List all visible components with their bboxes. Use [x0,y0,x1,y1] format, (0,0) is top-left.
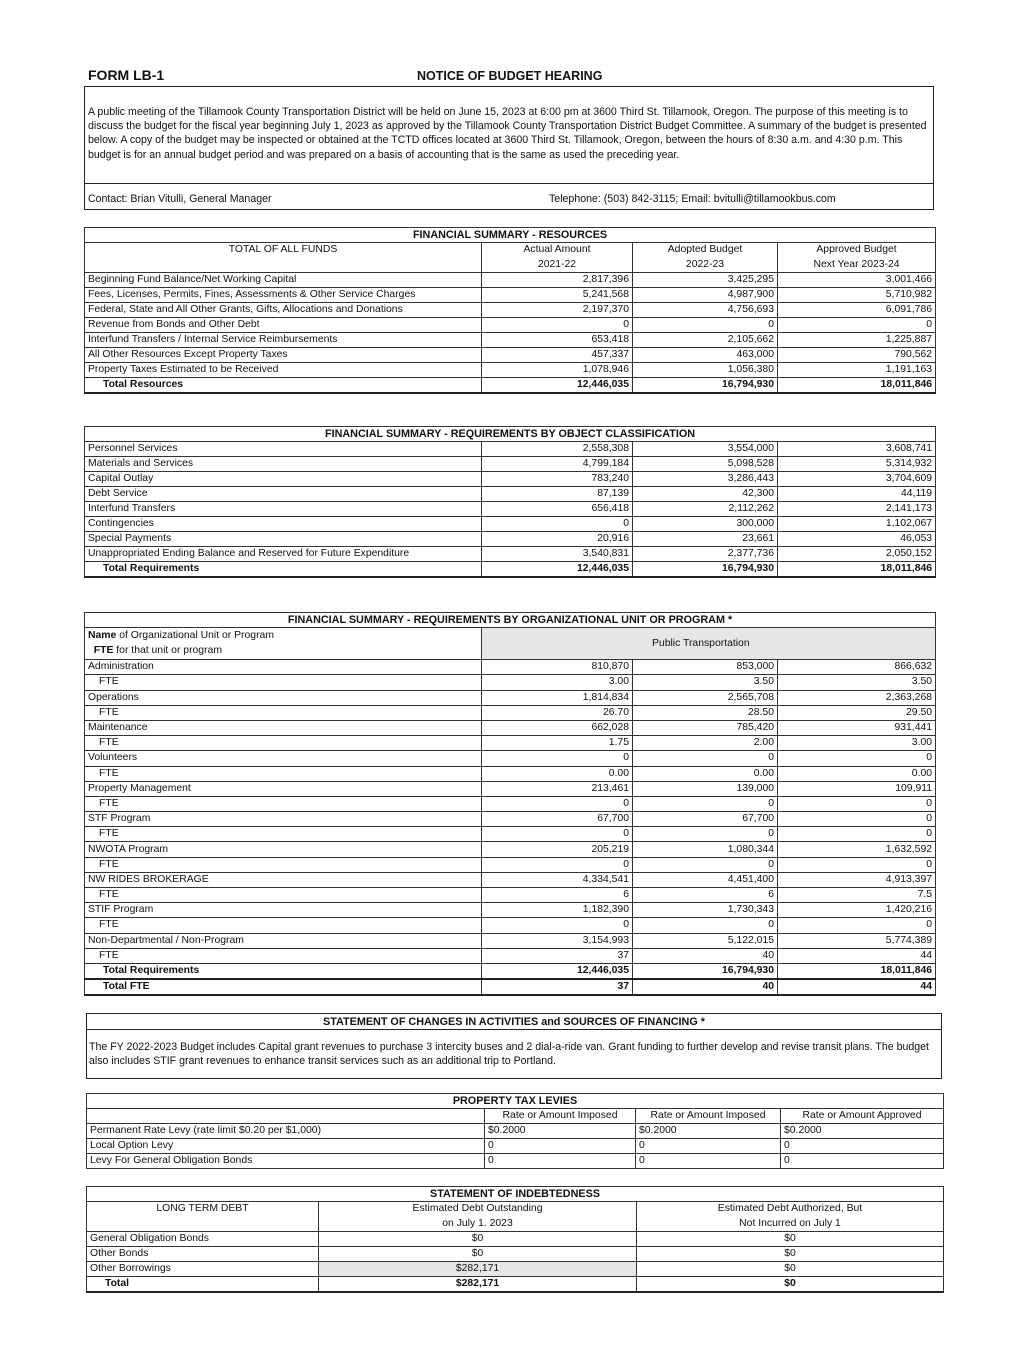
org-cell: 0 [633,796,778,811]
org-cell: 28.50 [633,705,778,720]
object-row-label: Capital Outlay [85,472,482,487]
org-cell: 29.50 [778,705,936,720]
resources-cell: 0 [633,318,778,333]
org-cell: 0 [778,857,936,872]
resources-cell: 1,191,163 [778,363,936,378]
org-cell: 67,700 [482,812,633,827]
org-row-label: Volunteers [85,751,482,766]
org-unit-table [84,612,936,996]
contact-phone-email: Telephone: (503) 842-3115; Email: bvitulli@tillamookbus.com [549,193,836,205]
tax-col1-header: Rate or Amount Imposed [485,1109,636,1124]
org-cell: 7.5 [778,888,936,903]
org-row-label: STF Program [85,812,482,827]
hearing-notice-box [84,86,934,210]
debt-total-row [87,1277,944,1293]
object-cell: 20,916 [482,532,633,547]
org-cell: 1,080,344 [633,842,778,857]
object-cell: 5,098,528 [633,457,778,472]
tax-cell: 0 [636,1154,781,1169]
org-row-label: FTE [85,948,482,963]
resources-row [85,273,936,288]
object-cell: 3,608,741 [778,442,936,457]
org-cell: 26.70 [482,705,633,720]
org-cell: 1,182,390 [482,903,633,918]
org-cell: 5,122,015 [633,933,778,948]
resources-table [84,227,936,394]
org-fte-total-row [85,979,936,995]
form-number: FORM LB-1 [88,67,165,83]
org-cell: 0 [633,918,778,933]
org-cell: 40 [633,948,778,963]
program-header: Public Transportation [482,628,936,660]
org-row [85,675,936,690]
org-cell: 6 [633,888,778,903]
org-cell: 205,219 [482,842,633,857]
org-cell: 0 [482,751,633,766]
resources-total-cell: 18,011,846 [778,378,936,394]
org-row [85,660,936,675]
org-row [85,812,936,827]
object-cell: 300,000 [633,517,778,532]
org-row-label: FTE [85,857,482,872]
org-row-label: NW RIDES BROKERAGE [85,872,482,887]
org-cell: 785,420 [633,720,778,735]
object-row [85,547,936,562]
resources-row-label: Fees, Licenses, Permits, Fines, Assessments & Other Service Charges [85,288,482,303]
org-cell: 0.00 [778,766,936,781]
debt-total-label: Total [87,1277,319,1293]
org-fte-total-cell: 44 [778,979,936,995]
resources-row-label: Federal, State and All Other Grants, Gifts, Allocations and Donations [85,303,482,318]
org-row-label: Non-Departmental / Non-Program [85,933,482,948]
org-total-row [85,963,936,979]
tax-row-label: Levy For General Obligation Bonds [87,1154,485,1169]
object-row-label: Debt Service [85,487,482,502]
tax-col2-header: Rate or Amount Imposed [636,1109,781,1124]
org-cell: 2,565,708 [633,690,778,705]
debt-total-cell: $282,171 [319,1277,637,1293]
tax-cell: 0 [781,1154,944,1169]
org-row-label: FTE [85,888,482,903]
org-cell: 0.00 [633,766,778,781]
org-cell: 109,911 [778,781,936,796]
statement-text: The FY 2022-2023 Budget includes Capital grant revenues to purchase 3 intercity buses and 2 dial-a-ride van. Grant funding to further develop and revise transit plans. The budget also includes STIF grant revenues to enhance transit services such as an additional trip to Portland. [89,1041,929,1067]
resources-cell: 457,337 [482,348,633,363]
col-approved-year: Next Year 2023-24 [778,258,936,273]
object-cell: 44,119 [778,487,936,502]
org-title: FINANCIAL SUMMARY - REQUIREMENTS BY ORGANIZATIONAL UNIT OR PROGRAM * [85,613,936,628]
org-cell: 0 [482,827,633,842]
object-cell: 2,377,736 [633,547,778,562]
object-row-label: Contingencies [85,517,482,532]
org-row [85,888,936,903]
org-cell: 2,363,268 [778,690,936,705]
org-cell: 3.00 [778,736,936,751]
org-cell: 4,451,400 [633,872,778,887]
object-row [85,457,936,472]
org-cell: 1,730,343 [633,903,778,918]
object-cell: 42,300 [633,487,778,502]
tax-cell: $0.2000 [636,1124,781,1139]
resources-row [85,333,936,348]
org-cell: 1.75 [482,736,633,751]
org-cell: 67,700 [633,812,778,827]
object-cell: 1,102,067 [778,517,936,532]
object-row-label: Unappropriated Ending Balance and Reserved for Future Expenditure [85,547,482,562]
org-cell: 3,154,993 [482,933,633,948]
resources-cell: 3,001,466 [778,273,936,288]
col-adopted-header: Adopted Budget [633,243,778,258]
resources-cell: 3,425,295 [633,273,778,288]
object-cell: 3,540,831 [482,547,633,562]
tax-cell: 0 [485,1154,636,1169]
org-cell: 866,632 [778,660,936,675]
org-cell: 6 [482,888,633,903]
notice-text: A public meeting of the Tillamook County Transportation District will be held on June 15, 2023 at 6:00 pm at 3600 Third St. Tillamook, Oregon. The purpose of this meeting is to discuss the budget for the fiscal year beginning July 1, 2023 as approved by the Tillamook County Transportation District Budget Committee. A summary of the budget is presented below. A copy of the budget may be inspected or obtained at the TCTD offices located at 3600 Third St. Tillamook, Oregon, between the hours of 8:30 a.m. and 4:30 p.m. This budget is for an annual budget period and was prepared on a basis of accounting that is the same as used the preceding year. [88,106,927,161]
org-cell: 0 [482,918,633,933]
object-total-cell: 12,446,035 [482,562,633,578]
org-fte-total-cell: 37 [482,979,633,995]
org-row-label: FTE [85,675,482,690]
object-row-label: Special Payments [85,532,482,547]
org-cell: 0 [633,857,778,872]
object-cell: 23,661 [633,532,778,547]
debt-row [87,1247,944,1262]
resources-row-label: Property Taxes Estimated to be Received [85,363,482,378]
debt-col2-subheader: Not Incurred on July 1 [637,1217,944,1232]
org-cell: 3.50 [633,675,778,690]
org-cell: 4,334,541 [482,872,633,887]
resources-total-label: Total Resources [85,378,482,394]
org-row-label: Administration [85,660,482,675]
resources-total-cell: 12,446,035 [482,378,633,394]
resources-cell: 653,418 [482,333,633,348]
resources-row-label: Interfund Transfers / Internal Service Reimbursements [85,333,482,348]
object-classification-table [84,426,936,578]
org-row-label: NWOTA Program [85,842,482,857]
object-row [85,517,936,532]
tax-cell: 0 [636,1139,781,1154]
resources-label-header: TOTAL OF ALL FUNDS [85,243,482,258]
org-cell: 2.00 [633,736,778,751]
debt-cell: $0 [637,1232,944,1247]
resources-total-cell: 16,794,930 [633,378,778,394]
object-row-label: Materials and Services [85,457,482,472]
org-row-label: FTE [85,827,482,842]
page-title: NOTICE OF BUDGET HEARING [417,69,603,83]
org-cell: 931,441 [778,720,936,735]
debt-row-label: Other Borrowings [87,1262,319,1277]
resources-cell: 5,710,982 [778,288,936,303]
org-cell: 139,000 [633,781,778,796]
object-total-row [85,562,936,578]
object-cell: 3,286,443 [633,472,778,487]
debt-row-label: Other Bonds [87,1247,319,1262]
resources-cell: 790,562 [778,348,936,363]
org-row [85,918,936,933]
org-row-label: FTE [85,766,482,781]
object-cell: 87,139 [482,487,633,502]
org-total-cell: 16,794,930 [633,963,778,979]
tax-row-label: Permanent Rate Levy (rate limit $0.20 per $1,000) [87,1124,485,1139]
org-cell: 1,814,834 [482,690,633,705]
tax-row-label: Local Option Levy [87,1139,485,1154]
org-cell: 0 [778,812,936,827]
debt-cell: $282,171 [319,1262,637,1277]
org-cell: 0 [778,796,936,811]
org-row [85,842,936,857]
object-title: FINANCIAL SUMMARY - REQUIREMENTS BY OBJECT CLASSIFICATION [85,427,936,442]
org-cell: 3.00 [482,675,633,690]
object-cell: 46,053 [778,532,936,547]
org-row [85,766,936,781]
resources-cell: 1,078,946 [482,363,633,378]
object-cell: 3,554,000 [633,442,778,457]
resources-cell: 5,241,568 [482,288,633,303]
object-row [85,532,936,547]
resources-row-label: Beginning Fund Balance/Net Working Capital [85,273,482,288]
debt-label-header: LONG TERM DEBT [87,1202,319,1217]
org-row-label: Maintenance [85,720,482,735]
org-cell: 0.00 [482,766,633,781]
tax-cell: $0.2000 [485,1124,636,1139]
org-row-label: Property Management [85,781,482,796]
object-total-cell: 16,794,930 [633,562,778,578]
object-total-cell: 18,011,846 [778,562,936,578]
org-cell: 1,632,592 [778,842,936,857]
org-total-label: Total Requirements [85,963,482,979]
resources-row [85,348,936,363]
resources-row-label: Revenue from Bonds and Other Debt [85,318,482,333]
object-cell: 783,240 [482,472,633,487]
org-fte-total-label: Total FTE [85,979,482,995]
org-cell: 810,870 [482,660,633,675]
org-name-header: Name of Organizational Unit or Program FTE for that unit or program [85,628,482,660]
org-cell: 0 [778,751,936,766]
resources-cell: 0 [778,318,936,333]
tax-cell: 0 [485,1139,636,1154]
col-adopted-year: 2022-23 [633,258,778,273]
debt-col1-subheader: on July 1. 2023 [319,1217,637,1232]
resources-total-row [85,378,936,394]
org-cell: 213,461 [482,781,633,796]
org-cell: 0 [778,918,936,933]
contact-name: Contact: Brian Vitulli, General Manager [88,193,272,205]
resources-cell: 6,091,786 [778,303,936,318]
org-cell: 853,000 [633,660,778,675]
object-cell: 5,314,932 [778,457,936,472]
debt-col2-header: Estimated Debt Authorized, But [637,1202,944,1217]
tax-cell: 0 [781,1139,944,1154]
debt-row [87,1262,944,1277]
resources-cell: 463,000 [633,348,778,363]
tax-cell: $0.2000 [781,1124,944,1139]
indebtedness-table [86,1186,944,1293]
org-cell: 0 [633,827,778,842]
resources-cell: 1,225,887 [778,333,936,348]
debt-row-label: General Obligation Bonds [87,1232,319,1247]
org-cell: 37 [482,948,633,963]
resources-cell: 1,056,380 [633,363,778,378]
tax-row [87,1139,944,1154]
org-row [85,751,936,766]
object-cell: 2,050,152 [778,547,936,562]
debt-title: STATEMENT OF INDEBTEDNESS [87,1187,944,1202]
object-row [85,442,936,457]
org-cell: 3.50 [778,675,936,690]
object-row [85,472,936,487]
org-row [85,903,936,918]
object-cell: 4,799,184 [482,457,633,472]
org-cell: 0 [633,751,778,766]
debt-cell: $0 [637,1247,944,1262]
resources-cell: 4,756,693 [633,303,778,318]
object-cell: 656,418 [482,502,633,517]
resources-row-label: All Other Resources Except Property Taxes [85,348,482,363]
org-total-cell: 12,446,035 [482,963,633,979]
tax-title: PROPERTY TAX LEVIES [87,1094,944,1109]
divider [87,1029,941,1030]
resources-cell: 2,817,396 [482,273,633,288]
org-cell: 0 [778,827,936,842]
org-cell: 4,913,397 [778,872,936,887]
statement-of-changes-box [86,1013,942,1079]
tax-row [87,1154,944,1169]
resources-row [85,303,936,318]
org-row [85,872,936,887]
org-row [85,948,936,963]
col-actual-header: Actual Amount [482,243,633,258]
resources-row [85,363,936,378]
object-row [85,502,936,517]
statement-title: STATEMENT OF CHANGES IN ACTIVITIES and SOURCES OF FINANCING * [323,1016,705,1028]
object-cell: 0 [482,517,633,532]
org-row [85,933,936,948]
org-row-label: FTE [85,918,482,933]
org-row-label: Operations [85,690,482,705]
org-row-label: FTE [85,736,482,751]
resources-row [85,318,936,333]
org-row [85,796,936,811]
org-cell: 44 [778,948,936,963]
resources-title: FINANCIAL SUMMARY - RESOURCES [85,228,936,243]
col-actual-year: 2021-22 [482,258,633,273]
resources-cell: 4,987,900 [633,288,778,303]
debt-cell: $0 [637,1262,944,1277]
org-row [85,720,936,735]
org-row-label: FTE [85,705,482,720]
debt-col1-header: Estimated Debt Outstanding [319,1202,637,1217]
col-approved-header: Approved Budget [778,243,936,258]
resources-row [85,288,936,303]
debt-cell: $0 [319,1247,637,1262]
debt-row [87,1232,944,1247]
object-total-label: Total Requirements [85,562,482,578]
object-cell: 3,704,609 [778,472,936,487]
resources-cell: 2,197,370 [482,303,633,318]
object-row [85,487,936,502]
org-cell: 1,420,216 [778,903,936,918]
resources-cell: 0 [482,318,633,333]
org-row [85,690,936,705]
org-row-label: FTE [85,796,482,811]
org-row [85,857,936,872]
org-row [85,736,936,751]
org-row-label: STIF Program [85,903,482,918]
org-cell: 662,028 [482,720,633,735]
debt-cell: $0 [319,1232,637,1247]
org-row [85,827,936,842]
object-cell: 2,558,308 [482,442,633,457]
org-fte-total-cell: 40 [633,979,778,995]
resources-cell: 2,105,662 [633,333,778,348]
property-tax-table [86,1093,944,1169]
tax-col3-header: Rate or Amount Approved [781,1109,944,1124]
object-cell: 2,141,173 [778,502,936,517]
org-total-cell: 18,011,846 [778,963,936,979]
object-cell: 2,112,262 [633,502,778,517]
object-row-label: Personnel Services [85,442,482,457]
divider [85,183,933,184]
org-row [85,705,936,720]
org-cell: 0 [482,857,633,872]
org-cell: 5,774,389 [778,933,936,948]
object-row-label: Interfund Transfers [85,502,482,517]
org-row [85,781,936,796]
debt-total-cell: $0 [637,1277,944,1293]
tax-row [87,1124,944,1139]
org-cell: 0 [482,796,633,811]
